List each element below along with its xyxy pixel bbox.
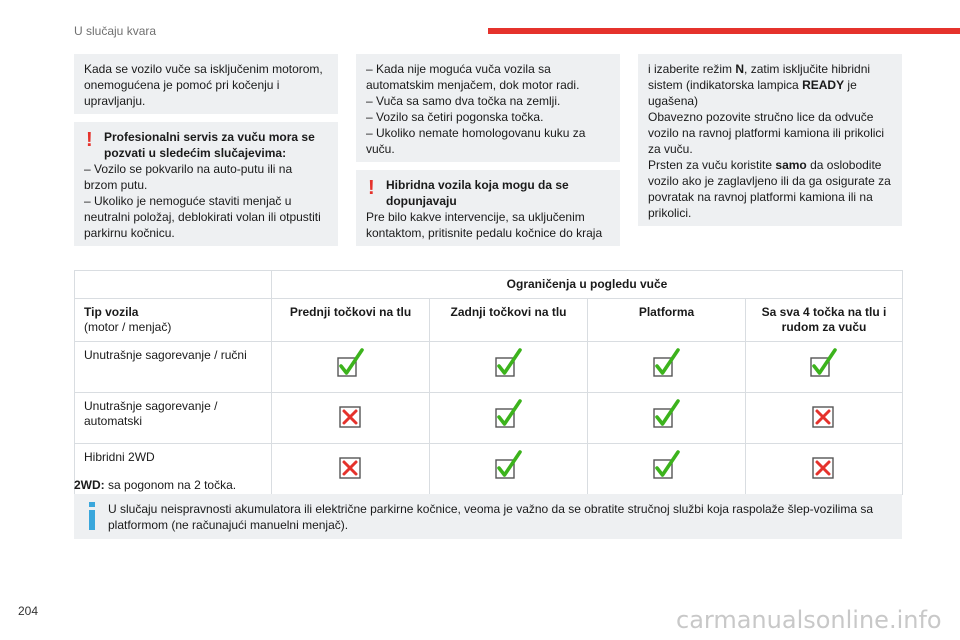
condition-item: – Ukoliko nemate homologovanu kuku za vuču. [366, 126, 586, 156]
table-group-header: Ograničenja u pogledu vuče [272, 271, 903, 299]
hybrid-continuation-box [638, 54, 902, 226]
intro-box [74, 54, 338, 114]
check-icon [650, 348, 684, 382]
header-accent-bar [488, 28, 960, 34]
warning-title: Profesionalni servis za vuču mora se pozvati u sledećim slučajevima: [104, 130, 315, 160]
platform-text: Obavezno pozovite stručno lice da odvuče vozilo na ravnoj platformi kamiona ili prikolici za vuču. [648, 110, 885, 156]
status-icon [650, 399, 684, 433]
page-number: 204 [18, 604, 39, 618]
cross-icon [807, 450, 841, 484]
check-icon [650, 399, 684, 433]
status-icon [334, 450, 368, 484]
vehicle-type-header [75, 299, 272, 342]
status-icon [492, 399, 526, 433]
info-icon [86, 502, 98, 530]
warning-exclamation-icon: ! [86, 129, 93, 151]
row-label: Unutrašnje sagorevanje / ručni [75, 342, 272, 393]
table-row [75, 393, 903, 444]
column-header: Platforma [588, 299, 746, 342]
warning-item: – Vozilo se pokvarilo na auto-putu ili na brzom putu. [84, 162, 293, 192]
abbreviation-note: 2WD: sa pogonom na 2 točka. [74, 478, 237, 492]
check-icon [807, 348, 841, 382]
check-icon [650, 450, 684, 484]
warning-box-tow-service [74, 122, 338, 246]
check-icon [492, 348, 526, 382]
hybrid-warning-text: Pre bilo kakve intervencije, sa uključenim kontaktom, pritisnite pedalu kočnice do kraja [366, 210, 603, 240]
cross-icon [334, 450, 368, 484]
warning-item: – Ukoliko je nemoguće staviti menjač u neutralni položaj, deblokirati volan ili otpustiti parkirnu kočnicu. [84, 194, 321, 240]
status-icon [807, 399, 841, 433]
cross-icon [807, 399, 841, 433]
towing-restrictions-table [74, 270, 903, 495]
condition-item: – Kada nije moguća vuča vozila sa automatskim menjačem, dok motor radi. [366, 62, 580, 92]
check-icon [492, 450, 526, 484]
table-corner-cell [75, 271, 272, 299]
status-icon [492, 450, 526, 484]
conditions-box [356, 54, 620, 162]
status-icon [492, 348, 526, 382]
hybrid-mode-text: i izaberite režim N, zatim isključite hibridni sistem (indikatorska lampica READY je ugašena) [648, 62, 871, 108]
status-icon [807, 348, 841, 382]
table-row [75, 342, 903, 393]
vehicle-type-sub: (motor / menjač) [84, 320, 172, 334]
section-title: U slučaju kvara [74, 24, 157, 38]
info-box [74, 494, 902, 539]
column-header: Sa sva 4 točka na tlu i rudom za vuču [746, 299, 903, 342]
condition-item: – Vozilo sa četiri pogonska točka. [366, 110, 544, 124]
info-text: U slučaju neispravnosti akumulatora ili električne parkirne kočnice, veoma je važno da se obratite stručnoj službi koja raspolaže šlep-vozilima sa platformom (ne računajući manuelni menjač). [108, 502, 874, 532]
column-header: Prednji točkovi na tlu [272, 299, 430, 342]
intro-text: Kada se vozilo vuče sa isključenim motorom, onemogućena je pomoć pri kočenju i upravljanju. [84, 62, 323, 108]
check-icon [492, 399, 526, 433]
column-header: Zadnji točkovi na tlu [430, 299, 588, 342]
condition-item: – Vuča sa samo dva točka na zemlji. [366, 94, 561, 108]
check-icon [334, 348, 368, 382]
status-icon [650, 348, 684, 382]
status-icon [334, 399, 368, 433]
warning-box-hybrid [356, 170, 620, 246]
status-icon [334, 348, 368, 382]
hybrid-warning-title: Hibridna vozila koja mogu da se dopunjavaju [386, 178, 569, 208]
tow-ring-text: Prsten za vuču koristite samo da oslobodite vozilo ako je zaglavljeno ili da ga osigurate za povratak na ravnoj platformi kamiona ili na prikolici. [648, 158, 891, 220]
status-icon [807, 450, 841, 484]
row-label: Hibridni 2WD [75, 444, 272, 495]
watermark-text: carmanualsonline.info [676, 606, 942, 634]
row-label: Unutrašnje sagorevanje / automatski [75, 393, 272, 444]
vehicle-type-label: Tip vozila [84, 305, 139, 319]
cross-icon [334, 399, 368, 433]
status-icon [650, 450, 684, 484]
warning-exclamation-icon: ! [368, 177, 375, 199]
